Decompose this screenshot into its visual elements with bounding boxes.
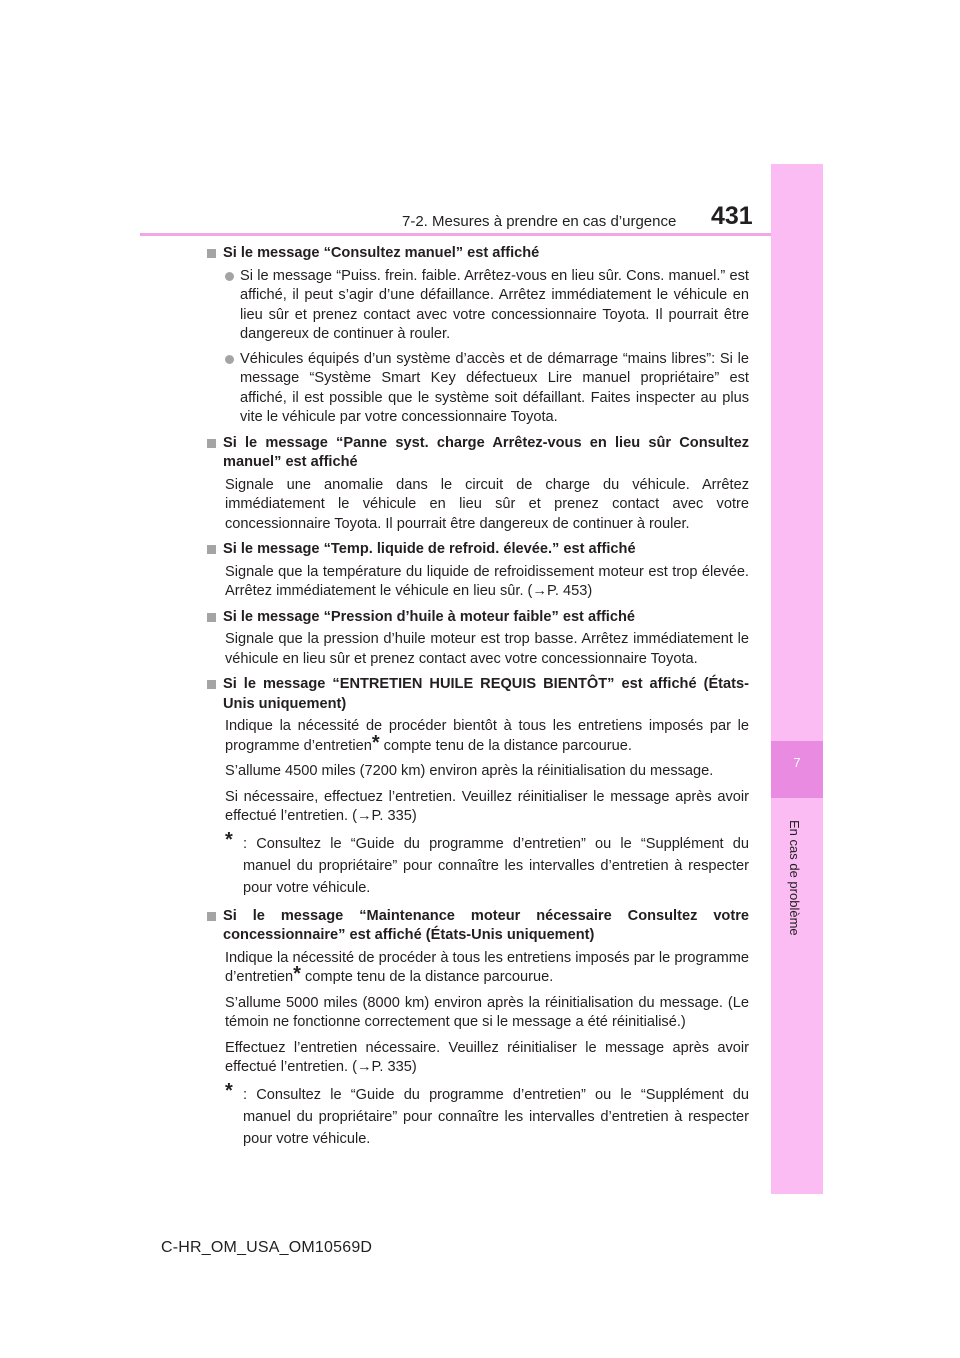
section-body — [225, 476, 749, 535]
section-heading-text: Si le message “Consultez manuel” est affiché — [223, 245, 540, 261]
section-heading-text: Si le message “Panne syst. charge Arrêtez-vous en lieu sûr Consultez manuel” est affiché — [223, 434, 749, 470]
square-bullet-icon — [207, 912, 216, 921]
section-temp-liquide — [207, 540, 749, 602]
paragraph — [225, 949, 749, 988]
footnote-marker: * — [225, 1079, 233, 1102]
section-body — [225, 563, 749, 602]
section-entretien-huile — [207, 675, 749, 899]
section-body — [225, 949, 749, 1150]
list-item-text: Véhicules équipés d’un système d’accès et de démarrage “mains libres”: Si le message “Système Smart Key défectueux Lire manuel propriétaire” est affiché, il est possible que le système soit défaillant. Faites inspecter au plus vite le véhicule par votre concessionnaire Toyota. — [240, 350, 749, 425]
list-item — [225, 267, 749, 345]
paragraph-text: Indique la nécessité de procéder à tous les entretiens imposés par le programme d’entretien — [225, 949, 749, 985]
section-consultez-manuel — [207, 244, 749, 428]
footer-doc-code: C-HR_OM_USA_OM10569D — [161, 1239, 373, 1256]
paragraph: S’allume 4500 miles (7200 km) environ après la réinitialisation du message. — [225, 763, 714, 779]
header-section-title: 7-2. Mesures à prendre en cas d’urgence — [402, 213, 677, 230]
header-rule — [140, 233, 771, 236]
footnote-text: : Consultez le “Guide du programme d’entretien” ou le “Supplément du manuel du propriétaire” pour connaître les intervalles d’entretien à respecter pour votre véhicule. — [243, 1086, 749, 1147]
footnote-marker: * — [371, 731, 380, 754]
section-body — [225, 267, 749, 428]
paragraph: Signale une anomalie dans le circuit de charge du véhicule. Arrêtez immédiatement le véhicule en lieu sûr et prenez contact avec votre concessionnaire Toyota. Il pourrait être dangereux de continuer à rouler. — [225, 476, 749, 532]
section-heading — [207, 540, 749, 560]
page-number: 431 — [711, 202, 753, 230]
square-bullet-icon — [207, 249, 216, 258]
section-heading-text: Si le message “ENTRETIEN HUILE REQUIS BIENTÔT” est affiché (États-Unis uniquement) — [223, 676, 749, 712]
section-body — [225, 717, 749, 899]
footnote-marker: * — [225, 828, 233, 851]
list-item-text: Si le message “Puiss. frein. faible. Arrêtez-vous en lieu sûr. Cons. manuel.” est affiché, il peut s’agir d’une défaillance. Arrêtez immédiatement le véhicule en lieu sûr et prenez contact avec votre concessionnaire Toyota. Il pourrait être dangereux de continuer à rouler. — [240, 267, 749, 342]
chapter-title: En cas de problème — [787, 820, 802, 936]
paragraph: Signale que la température du liquide de refroidissement moteur est trop élevée. Arrêtez immédiatement le véhicule en lieu sûr. (→P. 453) — [225, 563, 749, 599]
section-panne-syst-charge — [207, 434, 749, 535]
paragraph: Signale que la pression d’huile moteur est trop basse. Arrêtez immédiatement le véhicule en lieu sûr et prenez contact avec votre concessionnaire Toyota. — [225, 631, 749, 667]
content — [207, 244, 749, 1158]
footnote — [225, 828, 749, 899]
section-heading — [207, 244, 749, 264]
circle-bullet-icon — [225, 272, 234, 281]
section-heading — [207, 608, 749, 628]
circle-bullet-icon — [225, 355, 234, 364]
section-body — [225, 630, 749, 669]
footnote — [225, 1079, 749, 1150]
square-bullet-icon — [207, 545, 216, 554]
chapter-number: 7 — [793, 755, 801, 770]
section-heading-text: Si le message “Temp. liquide de refroid. élevée.” est affiché — [223, 541, 636, 557]
paragraph: S’allume 5000 miles (8000 km) environ après la réinitialisation du message. (Le témoin ne fonctionne correctement que si le message a été réinitialisé.) — [225, 994, 749, 1030]
square-bullet-icon — [207, 439, 216, 448]
square-bullet-icon — [207, 680, 216, 689]
square-bullet-icon — [207, 613, 216, 622]
paragraph-text: compte tenu de la distance parcourue. — [300, 969, 554, 985]
section-heading — [207, 675, 749, 714]
section-heading — [207, 434, 749, 473]
paragraph — [225, 717, 749, 756]
side-tab — [771, 164, 823, 1194]
paragraph: Effectuez l’entretien nécessaire. Veuillez réinitialiser le message après avoir effectué l’entretien. (→P. 335) — [225, 1039, 749, 1075]
section-heading-text: Si le message “Pression d’huile à moteur faible” est affiché — [223, 608, 636, 625]
section-heading-text: Si le message “Maintenance moteur nécessaire Consultez votre concessionnaire” est affiché (États-Unis uniquement) — [223, 907, 749, 943]
section-heading — [207, 907, 749, 946]
footnote-text: : Consultez le “Guide du programme d’entretien” ou le “Supplément du manuel du propriétaire” pour connaître les intervalles d’entretien à respecter pour votre véhicule. — [243, 835, 749, 896]
paragraph-text: Indique la nécessité de procéder bientôt à tous les entretiens imposés par le programme d’entretien — [225, 718, 749, 754]
section-maintenance-moteur — [207, 907, 749, 1150]
section-pression-huile — [207, 608, 749, 670]
paragraph: Si nécessaire, effectuez l’entretien. Veuillez réinitialiser le message après avoir effectué l’entretien. (→P. 335) — [225, 788, 749, 824]
paragraph-text: compte tenu de la distance parcourue. — [379, 737, 632, 754]
footnote-marker: * — [293, 963, 301, 985]
list-item — [225, 350, 749, 428]
